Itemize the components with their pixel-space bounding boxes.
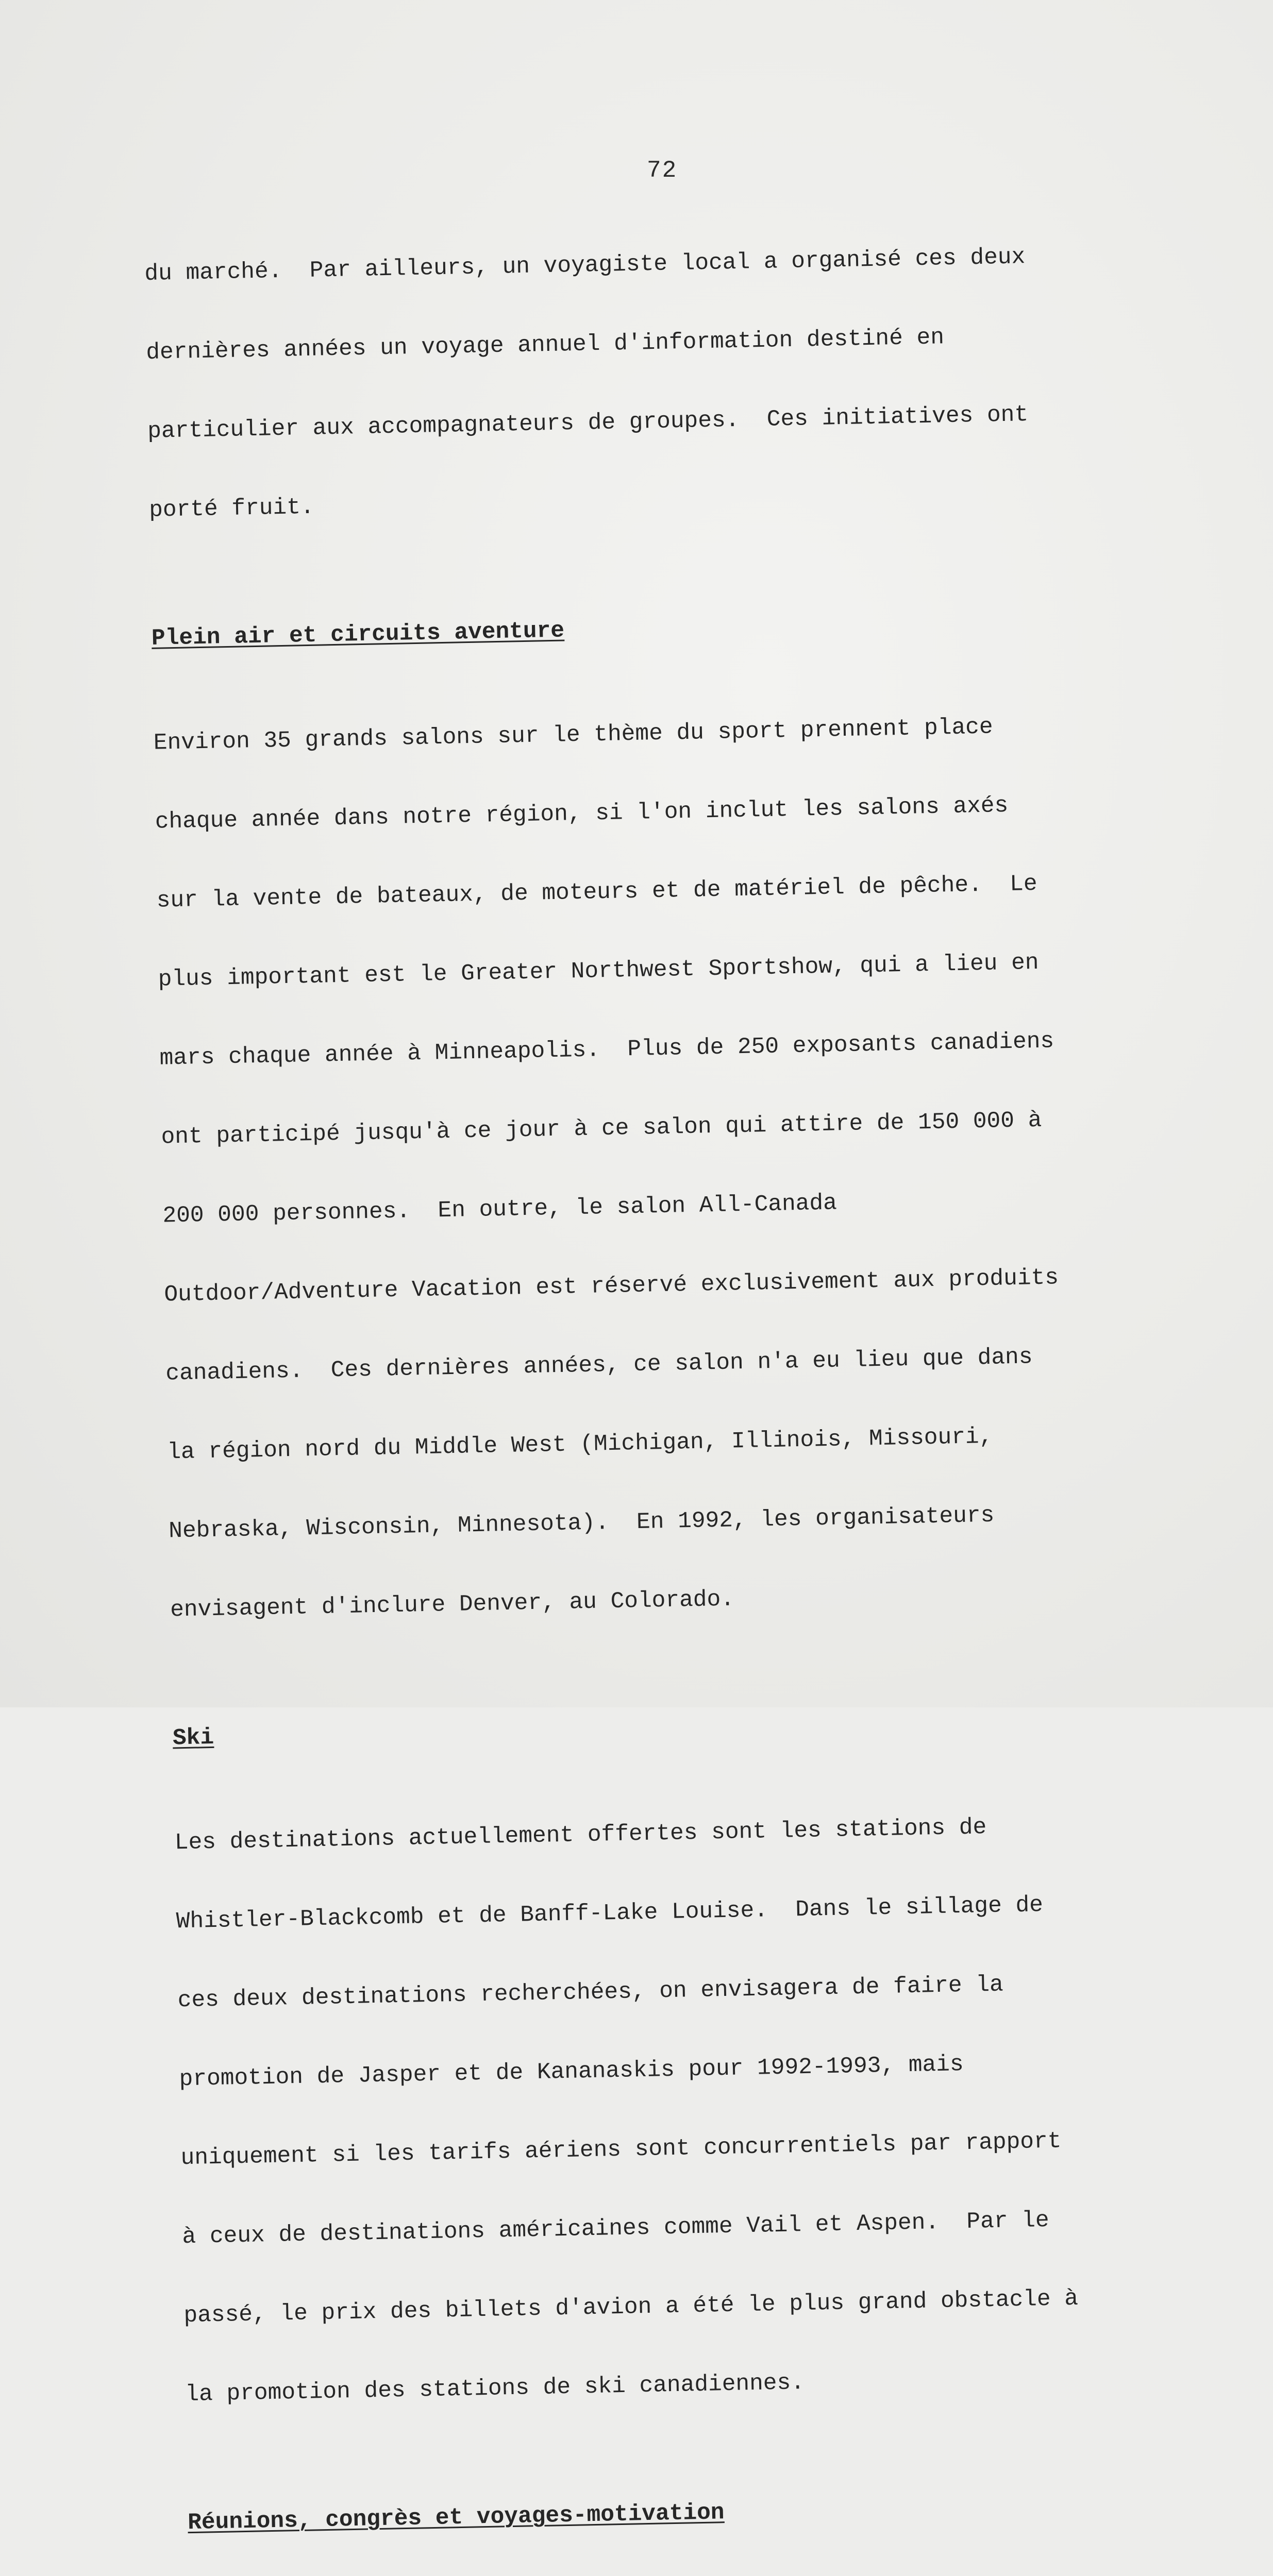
text-line: envisagent d'inclure Denver, au Colorado. [170, 1586, 735, 1623]
text-line: porté fruit. [148, 494, 315, 523]
text-line: dernières années un voyage annuel d'information destiné en [145, 325, 945, 366]
text-line: canadiens. Ces dernières années, ce salon n'a eu lieu que dans [165, 1344, 1033, 1387]
text-line: sur la vente de bateaux, de moteurs et de matériel de pêche. Le [156, 871, 1038, 914]
text-line: Nebraska, Wisconsin, Minnesota). En 1992, les organisateurs [168, 1502, 995, 1545]
text-line: mars chaque année à Minneapolis. Plus de 250 exposants canadiens [159, 1028, 1054, 1072]
text-line: du marché. Par ailleurs, un voyagiste local a organisé ces deux [144, 244, 1026, 287]
section-heading-plein-air: Plein air et circuits aventure [151, 618, 565, 652]
text-line: la région nord du Middle West (Michigan, Illinois, Missouri, [166, 1423, 993, 1466]
intro-paragraph [143, 188, 1212, 576]
section-heading-reunions: Réunions, congrès et voyages-motivation [187, 2500, 725, 2536]
text-line: ces deux destinations recherchées, on envisagera de faire la [177, 1972, 1004, 2014]
text-line: uniquement si les tarifs aériens sont concurrentiels par rapport [180, 2128, 1062, 2172]
text-line: plus important est le Greater Northwest Sportshow, qui a lieu en [158, 950, 1039, 993]
section-heading-ski: Ski [172, 1724, 214, 1752]
page-number: 72 [647, 157, 678, 184]
text-line: Les destinations actuellement offertes sont les stations de [174, 1815, 987, 1856]
text-line: 200 000 personnes. En outre, le salon All-Canada [162, 1190, 837, 1229]
document-body [143, 188, 1263, 2576]
text-line: promotion de Jasper et de Kananaskis pour 1992-1993, mais [179, 2052, 964, 2093]
text-line: particulier aux accompagnateurs de groupes. Ces initiatives ont [147, 402, 1029, 445]
text-line: la promotion des stations de ski canadiennes. [185, 2370, 805, 2408]
text-line: à ceux de destinations américaines comme Vail et Aspen. Par le [182, 2207, 1050, 2250]
text-line: ont participé jusqu'à ce jour à ce salon qui attire de 150 000 à [161, 1107, 1042, 1150]
ski-paragraph [173, 1757, 1248, 2461]
text-line: Environ 35 grands salons sur le thème du sport prennent place [153, 714, 994, 756]
text-line: passé, le prix des billets d'avion a été le plus grand obstacle à [183, 2285, 1079, 2329]
text-line: chaque année dans notre région, si l'on inclut les salons axés [155, 793, 1009, 835]
plein-air-paragraph [152, 657, 1233, 1676]
text-line: Whistler-Blackcomb et de Banff-Lake Louise. Dans le sillage de [176, 1892, 1044, 1935]
text-line: Outdoor/Adventure Vacation est réservé exclusivement aux produits [164, 1265, 1059, 1308]
